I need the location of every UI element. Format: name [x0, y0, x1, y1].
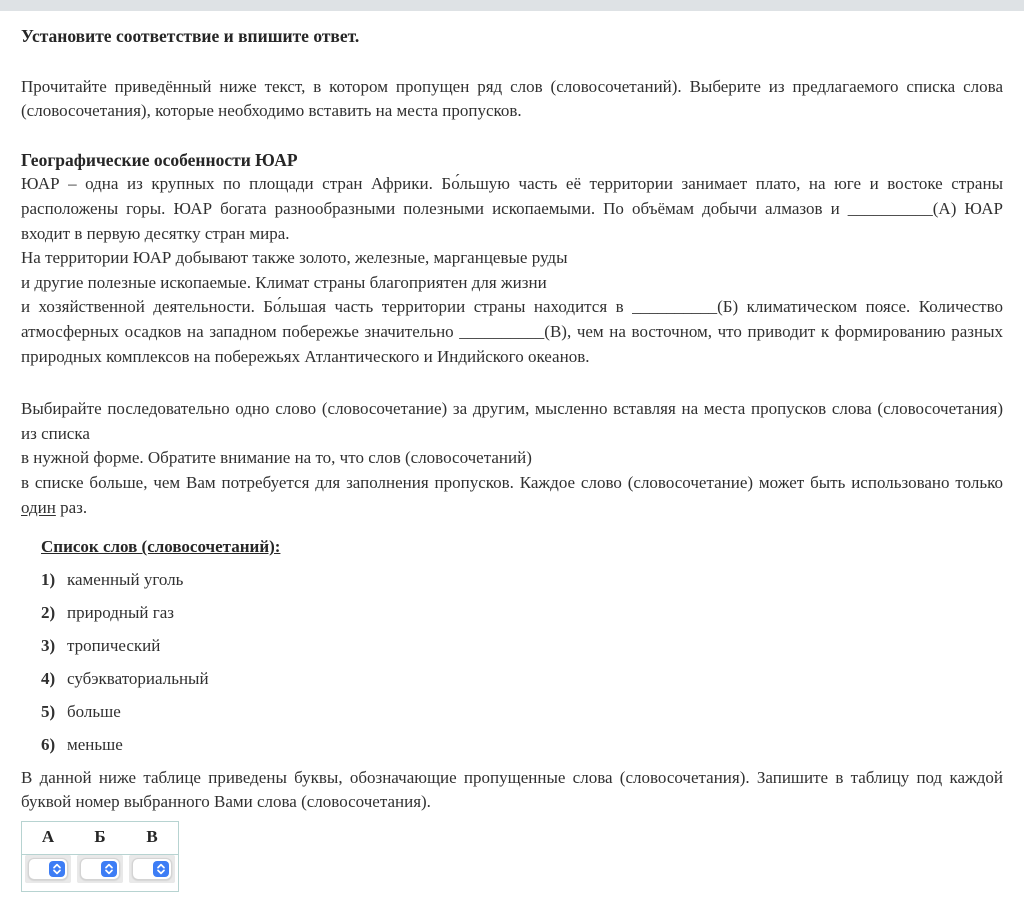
- word-list: [41, 535, 1003, 757]
- word-list-heading: Список слов (словосочетаний):: [41, 537, 281, 557]
- list-item: [41, 700, 1003, 725]
- table-intro-paragraph: В данной ниже таблице приведены буквы, обозначающие пропущенные слова (словосочетания). Запишите в таблицу под каждой буквой номер выбранного Вами слова (словосочетания).: [21, 767, 1003, 812]
- passage-line: и хозяйственной деятельности. Бо́льшая часть территории страны находится в __________(Б) климатическом поясе. Количество атмосферных осадков на западном побережье значительно __________(В), чем на восточном, что приводит к формированию разных природных комплексов на побережьях Атлантического и Индийского океанов.: [21, 297, 1003, 366]
- answer-cell-v: [126, 854, 179, 891]
- item-text: каменный уголь: [67, 569, 184, 589]
- item-number: 3): [41, 635, 56, 655]
- item-number: 5): [41, 701, 56, 721]
- answer-select-b[interactable]: [77, 855, 123, 883]
- item-number: 4): [41, 668, 56, 688]
- instructions-line: [21, 471, 1003, 520]
- select-field: [80, 858, 120, 880]
- select-field: [132, 858, 172, 880]
- answer-table-input-row: [22, 854, 179, 891]
- answer-table-header-row: [22, 821, 179, 854]
- instructions-text: [21, 397, 1003, 520]
- instructions-line-text: в списке больше, чем Вам потребуется для заполнения пропусков. Каждое слово (словосочетание) может быть использовано только: [21, 472, 1003, 492]
- select-field: [28, 858, 68, 880]
- item-text: субэкваториальный: [67, 668, 209, 688]
- question-title: Установите соответствие и впишите ответ.: [21, 26, 360, 46]
- list-item: [41, 667, 1003, 692]
- question-page: [0, 11, 1024, 892]
- answer-cell-b: [74, 854, 126, 891]
- instructions-line: в нужной форме. Обратите внимание на то, что слов (словосочетаний): [21, 448, 532, 468]
- list-item: [41, 634, 1003, 659]
- instructions-line-tail: раз.: [55, 497, 88, 517]
- answer-select-a[interactable]: [25, 855, 71, 883]
- list-item: [41, 568, 1003, 593]
- passage-line: На территории ЮАР добывают также золото, железные, марганцевые руды: [21, 248, 568, 268]
- answer-select-v[interactable]: [129, 855, 175, 883]
- item-text: больше: [67, 701, 121, 721]
- item-text: природный газ: [67, 602, 174, 622]
- intro-paragraph: Прочитайте приведённый ниже текст, в котором пропущен ряд слов (словосочетаний). Выберите из предлагаемого списка слова (словосочетания), которые необходимо вставить на места пропусков.: [21, 76, 1003, 121]
- passage-text: [21, 172, 1003, 369]
- up-down-chevrons-icon: [49, 861, 65, 877]
- passage-heading: Географические особенности ЮАР: [21, 149, 298, 170]
- up-down-chevrons-icon: [101, 861, 117, 877]
- item-number: 6): [41, 734, 56, 754]
- instructions-line: Выбирайте последовательно одно слово (словосочетание) за другим, мысленно вставляя на места пропусков слова (словосочетания) из списка: [21, 399, 1003, 443]
- item-text: тропический: [67, 635, 161, 655]
- item-number: 1): [41, 569, 56, 589]
- answer-table: [21, 821, 179, 892]
- list-item: [41, 601, 1003, 626]
- answer-cell-a: [22, 854, 75, 891]
- column-header-a: А: [22, 821, 75, 854]
- top-window-bar: [0, 0, 1024, 11]
- column-header-v: В: [126, 821, 179, 854]
- list-item: [41, 733, 1003, 758]
- underlined-word: один: [21, 497, 56, 517]
- column-header-b: Б: [74, 821, 126, 854]
- passage-line: и другие полезные ископаемые. Климат страны благоприятен для жизни: [21, 272, 547, 292]
- passage-line: ЮАР – одна из крупных по площади стран Африки. Бо́льшую часть её территории занимает плато, на юге и востоке страны расположены горы. ЮАР богата разнообразными полезными ископаемыми. По объёмам добычи алмазов и __________(А) ЮАР входит в первую десятку стран мира.: [21, 174, 1003, 243]
- item-number: 2): [41, 602, 56, 622]
- item-text: меньше: [67, 734, 123, 754]
- up-down-chevrons-icon: [153, 861, 169, 877]
